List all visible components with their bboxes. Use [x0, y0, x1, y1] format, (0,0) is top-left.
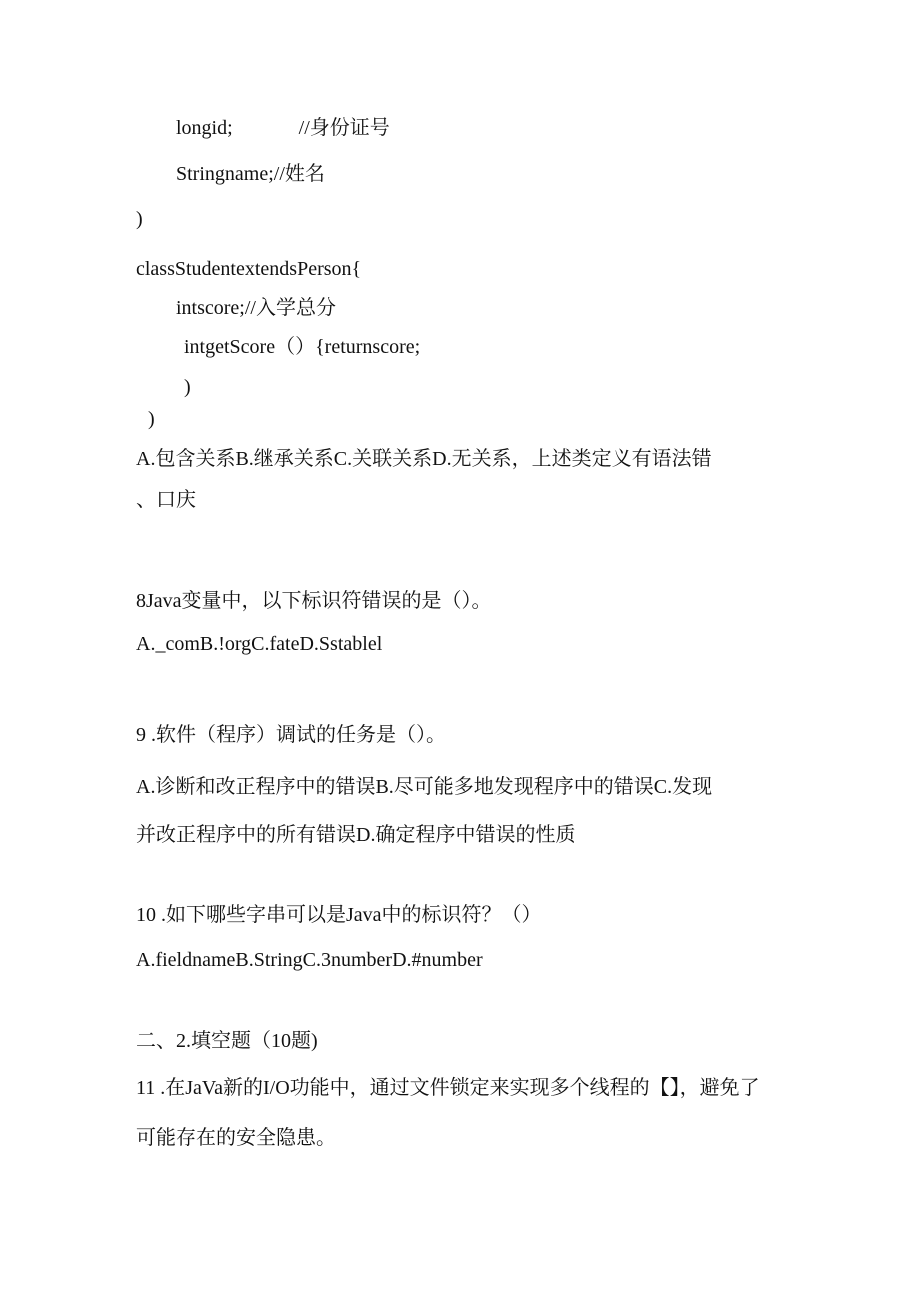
code-line-close-class: ) — [148, 408, 155, 430]
code-line-class-declaration: classStudentextendsPerson{ — [136, 258, 362, 280]
q8-options: A._comB.!orgC.fateD.Sstablel — [136, 633, 383, 655]
code-line-close-brace: ) — [136, 208, 143, 230]
code-line-score: intscore;//入学总分 — [176, 297, 336, 319]
code-line-method: intgetScore（）{returnscore; — [184, 336, 421, 358]
q9-question: 9 .软件（程序）调试的任务是（）。 — [136, 724, 446, 746]
code-line-name: Stringname;//姓名 — [176, 163, 325, 185]
q8-question: 8Java变量中，以下标识符错误的是（）。 — [136, 590, 492, 612]
code-line-id — [176, 115, 390, 141]
q11-line2: 可能存在的安全隐患。 — [136, 1127, 336, 1149]
code-line-close-method: ) — [184, 376, 191, 398]
q7-options-line1: A.包含关系B.继承关系C.关联关系D.无关系，上述类定义有语法错 — [136, 448, 712, 470]
q7-options-line2: 、口庆 — [136, 489, 196, 511]
q11-line1: 11 .在JaVa新的I/O功能中，通过文件锁定来实现多个线程的【】，避免了 — [136, 1077, 760, 1099]
section-heading-fill-blank: 二、2.填空题（10题) — [136, 1030, 318, 1052]
q10-options: A.fieldnameB.StringC.3numberD.#number — [136, 949, 483, 971]
code-id-comment: //身份证号 — [298, 117, 390, 139]
q9-options-line1: A.诊断和改正程序中的错误B.尽可能多地发现程序中的错误C.发现 — [136, 776, 713, 798]
q9-options-line2: 并改正程序中的所有错误D.确定程序中错误的性质 — [136, 824, 576, 846]
code-id-declaration: longid; — [176, 117, 233, 139]
q10-question: 10 .如下哪些字串可以是Java中的标识符？（） — [136, 904, 542, 926]
